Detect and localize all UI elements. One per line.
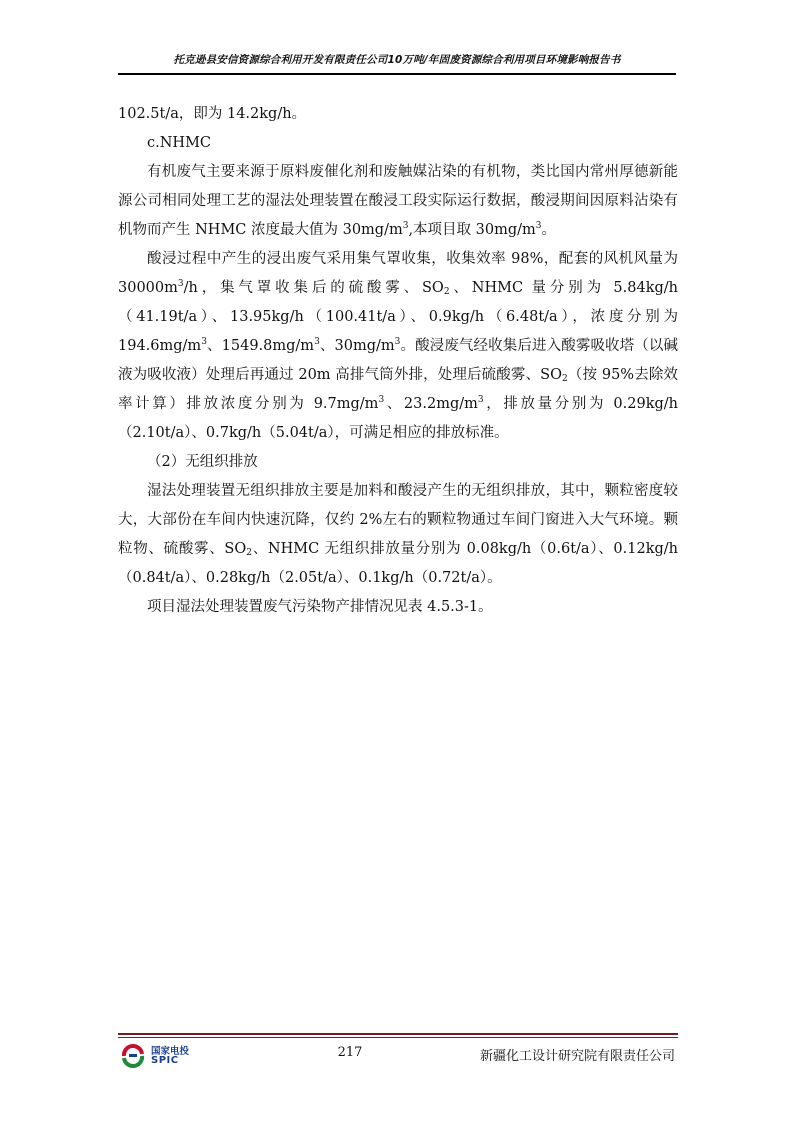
footer-organization: 新疆化工设计研究院有限责任公司 <box>480 1049 676 1064</box>
paragraph-fugitive-emission: 湿法处理装置无组织排放主要是加料和酸浸产生的无组织排放，其中，颗粒密度较大，大部份在车间内快速沉降，仅约 2%左右的颗粒物通过车间门窗进入大气环境。颗粒物、硫酸雾、$SO_2$、NHMC 无组织排放量分别为 0.08kg/h（0.6t/a）、0.12kg/h（0.84t/a）、0.28kg/h（2.05t/a）、0.1kg/h（0.72t/a）。 <box>118 483 678 586</box>
page-header-title: 托克逊县安信资源综合利用开发有限责任公司10万吨/年固废资源综合利用项目环境影响报告书 <box>173 54 621 66</box>
footer-rule-thin <box>118 1037 678 1038</box>
header-rule <box>118 73 676 75</box>
section-heading-fugitive: （2）无组织排放 <box>147 454 258 470</box>
paragraph-table-reference: 项目湿法处理装置废气污染物产排情况见表 4.5.3-1。 <box>147 599 493 615</box>
paragraph: 102.5t/a，即为 14.2kg/h。 <box>118 106 307 122</box>
document-body <box>118 100 678 622</box>
logo-text-en: SPIC <box>151 1055 179 1066</box>
page-number: 217 <box>337 1045 363 1060</box>
paragraph-nhmc-source: 有机废气主要来源于原料废催化剂和废触媒沾染的有机物，类比国内常州厚德新能源公司相同处理工艺的湿法处理装置在酸浸工段实际运行数据，酸浸期间因原料沾染有机物而产生 NHMC 浓度最大值为 $30mg/m^3$,本项目取 $30mg/m^3$。 <box>118 164 678 238</box>
logo-text-cn: 国家电投 <box>151 1046 190 1057</box>
paragraph-acid-leach-exhaust: 酸浸过程中产生的浸出废气采用集气罩收集，收集效率 98%，配套的风机风量为 $30000m^3/h$，集气罩收集后的硫酸雾、$SO_2$、NHMC 量分别为 5.84kg/h（41.19t/a）、13.95kg/h（100.41t/a）、0.9kg/h（6.48t/a），浓度分别为 $194.6mg/m^3$、$1549.8mg/m^3$、$30mg/m^3$。酸浸废气经收集后进入酸雾吸收塔（以碱液为吸收液）处理后再通过 20m 高排气筒外排，处理后硫酸雾、$SO_2$（按 95%去除效率计算）排放浓度分别为 $9.7mg/m^3$、$23.2mg/m^3$，排放量分别为 0.29kg/h（2.10t/a）、0.7kg/h（5.04t/a），可满足相应的排放标准。 <box>118 251 679 441</box>
section-heading-nhmc: c.NHMC <box>147 135 212 151</box>
footer-rule <box>118 1033 678 1035</box>
